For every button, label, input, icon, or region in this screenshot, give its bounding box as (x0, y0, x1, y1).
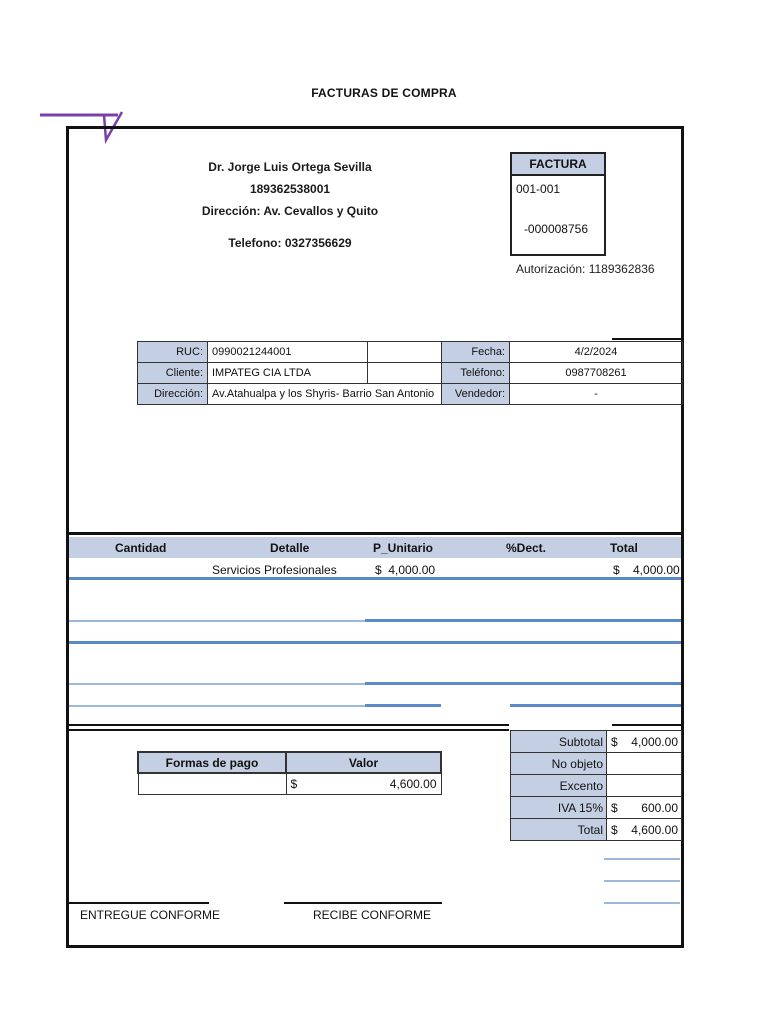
item-unit-price: $ 4,000.00 (375, 563, 436, 577)
page-title: FACTURAS DE COMPRA (311, 86, 457, 100)
row-rule (510, 704, 681, 707)
payment-value-header: Valor (286, 752, 441, 773)
totals-rule (604, 880, 680, 882)
authorization-number: Autorización: 1189362836 (516, 262, 655, 276)
col-header-detalle: Detalle (270, 541, 310, 555)
client-row-address (138, 384, 683, 405)
client-phone: 0987708261 (510, 363, 683, 384)
total-label: Total (511, 819, 607, 841)
iva-symbol: $ (607, 797, 625, 819)
issuer-ruc: 189362538001 (249, 182, 331, 196)
totals-rule (604, 902, 680, 904)
issuer-phone: Telefono: 0327356629 (228, 236, 352, 250)
row-rule (69, 620, 365, 622)
issuer-address: Dirección: Av. Cevallos y Quito (201, 204, 379, 218)
payment-value: 4,600.00 (389, 776, 437, 791)
row-rule (69, 683, 365, 685)
totals-row (511, 775, 682, 797)
totals-table (510, 730, 682, 841)
seller-name: - (510, 384, 683, 405)
total-value: 4,600.00 (625, 819, 682, 841)
client-label: Cliente: (138, 363, 208, 384)
items-table-header (69, 537, 681, 558)
invoice-date: 4/2/2024 (510, 342, 683, 363)
col-header-cantidad: Cantidad (115, 541, 167, 555)
client-section-divider (66, 532, 684, 535)
invoice-serie: 001-001 (516, 182, 561, 196)
totals-row (511, 753, 682, 775)
col-header-descuento: %Dect. (506, 541, 547, 555)
invoice-box-header: FACTURA (512, 154, 604, 176)
empty-cell (368, 363, 442, 384)
payment-currency: $ (290, 776, 298, 791)
items-end-rule (69, 724, 509, 726)
row-rule (69, 641, 681, 644)
row-rule (365, 619, 681, 622)
item-total: $ 4,000.00 (613, 563, 680, 577)
items-end-rule (612, 724, 681, 726)
no-objeto-label: No objeto (511, 753, 607, 775)
totals-rule (604, 858, 680, 860)
iva-value: 600.00 (625, 797, 682, 819)
client-name: IMPATEG CIA LTDA (208, 363, 368, 384)
header-divider (612, 338, 684, 340)
client-row-name (138, 363, 683, 384)
subtotal-value: 4,000.00 (625, 731, 682, 753)
totals-row (511, 731, 682, 753)
col-header-total: Total (610, 541, 638, 555)
address-label: Dirección: (138, 384, 208, 405)
iva-label: IVA 15% (511, 797, 607, 819)
empty-cell (368, 342, 442, 363)
payment-row (138, 773, 441, 794)
excento-symbol (607, 775, 625, 797)
ruc-label: RUC: (138, 342, 208, 363)
row-rule (365, 682, 681, 685)
payment-header-row (138, 752, 441, 773)
client-row-ruc (138, 342, 683, 363)
col-header-p-unitario: P_Unitario (373, 541, 434, 555)
excento-label: Excento (511, 775, 607, 797)
received-signature-label: RECIBE CONFORME (313, 908, 432, 922)
no-objeto-symbol (607, 753, 625, 775)
payment-method-header: Formas de pago (138, 752, 286, 773)
client-info-table (137, 341, 683, 405)
issuer-block (170, 156, 410, 254)
received-signature-line (284, 902, 442, 904)
subtotal-label: Subtotal (511, 731, 607, 753)
row-rule (69, 577, 681, 580)
seller-label: Vendedor: (442, 384, 510, 405)
client-ruc: 0990021244001 (208, 342, 368, 363)
row-rule (69, 705, 365, 707)
total-symbol: $ (607, 819, 625, 841)
excento-value (625, 775, 682, 797)
date-label: Fecha: (442, 342, 510, 363)
issuer-name: Dr. Jorge Luis Ortega Sevilla (208, 160, 372, 174)
invoice-number: -000008756 (523, 222, 588, 236)
totals-row (511, 819, 682, 841)
subtotal-symbol: $ (607, 731, 625, 753)
payment-value-cell (286, 773, 441, 794)
payment-methods-table (137, 751, 442, 795)
delivered-signature-label: ENTREGUE CONFORME (80, 908, 221, 922)
item-detalle: Servicios Profesionales (212, 563, 337, 577)
invoice-number-box (510, 152, 606, 256)
row-rule (365, 704, 441, 707)
payment-method (138, 773, 286, 794)
totals-row (511, 797, 682, 819)
delivered-signature-line (69, 902, 209, 904)
phone-label: Teléfono: (442, 363, 510, 384)
no-objeto-value (625, 753, 682, 775)
client-address: Av.Atahualpa y los Shyris- Barrio San Antonio (208, 384, 442, 405)
items-end-rule (69, 729, 509, 731)
